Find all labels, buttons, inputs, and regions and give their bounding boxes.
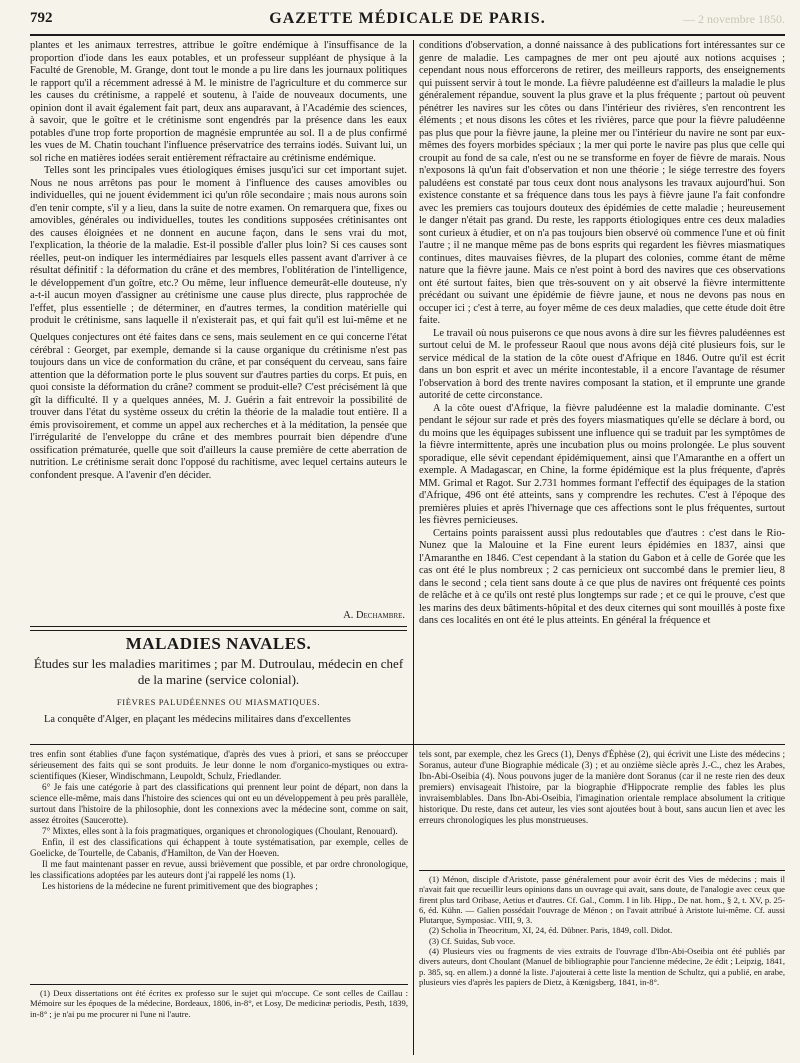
section-divider bbox=[30, 626, 407, 631]
footnote: (1) Ménon, disciple d'Aristote, passe généralement pour avoir écrit des Vies de médecins ; mais il n'avait fait que recueillir leurs opinions dans un ouvrage qui avait, sans doute, de l'analogie avec ceux que firent plus tard Oribase, Aetius et d'autres. Cf. Gal., Comm. I in lib. Hipp., De nat. hom., § 2, t. XV, p. 25-6, éd. Kühn. — Galien possédait l'ouvrage de Ménon ; on l'avait attribué à Aristote lui-même. Cf. aussi Plutarque, Symposiac. VIII, 9, 3. bbox=[419, 874, 785, 926]
feuilleton-divider bbox=[30, 744, 785, 745]
left-column-middle bbox=[30, 332, 407, 607]
footnotes-right bbox=[419, 874, 785, 1056]
page-header bbox=[30, 8, 785, 36]
paragraph: conditions d'observation, a donné naissance à des publications fort intéressantes sur ce genre de maladie. Les campagnes de mer ont peu ajouté aux notions acquises ; cependant nous nous efforcerons de retirer, des meilleurs rapports, des enseignements qui puissent servir à tout le monde. La fièvre paludéenne est d'ailleurs la maladie le plus généralement répandue, souvent la plus grave et la plus fréquente ; partout où peuvent pénétrer les navires sur les côtes ou dans l'intérieur des rivières, s'en rencontrent les éléments ; et nous disons les côtes et les rivières, parce que pour la fièvre paludéenne pas plus que pour la fièvre jaune, la pleine mer ou l'intérieur du navire ne sont par eux-mêmes des foyers morbides spéciaux ; la mer qui porte le navire pas plus que celle qui croupit au fond de sa cale, n'est ou ne se transforme en foyer de fièvre de marais. Nous n'exposons là qu'un fait d'observation et non une théorie ; le siége terrestre des foyers paludéens est constaté par tous ceux dont nous analysons les travaux aujourd'hui. Son existence constante et sa fréquence dans tous les pays à fièvre jaune l'a fait confondre avec les premiers cas toujours douteux des épidémies de cette maladie ; heureusement le danger n'était pas grand. Du reste, les rapports étiologiques entre ces deux maladies sont curieux à étudier, et on n'a pas toujours bien observé où commence l'une et où finit l'autre ; il ne manque même pas de bons esprits qui regardent les fièvres miasmatiques continues, dites mauvaises fièvres, de la plupart des colonies, comme étant de même nature que la fièvre jaune. Mais ce n'est point à bord des navires que ces observations ont été surtout faites, bien que très-souvent on y ait observé la fièvre intermittente précédant ou suivant une épidémie de fièvre jaune, et nous ne devons pas nous en occuper ici ; c'est à terre, au foyer même de ces deux maladies, que cette étude doit être faite. bbox=[419, 40, 785, 326]
page-number: 792 bbox=[30, 10, 53, 26]
journal-title: GAZETTE MÉDICALE DE PARIS. bbox=[269, 10, 546, 27]
paragraph: Il me faut maintenant passer en revue, aussi brièvement que possible, et par ordre chronologique, les classifications adoptées par les auteurs dont j'ai rappelé les noms (1). bbox=[30, 859, 408, 880]
paragraph: tres enfin sont établies d'une façon systématique, d'après des vues à priori, et sans se préoccuper sérieusement des faits qui se sont produits. Je leur donne le nom d'organico-mystiques ou extra-scientifiques (Kieser, Windischmann, Leupoldt, Schulz, Friedlander. bbox=[30, 749, 408, 781]
left-column-top bbox=[30, 40, 407, 328]
paragraph: 6° Je fais une catégorie à part des classifications qui prennent leur point de départ, non dans la science elle-même, mais dans l'histoire des sciences qui ont eu un développement à peu près parallèle, surtout dans l'histoire de la philosophie, dont les connexions avec la médecine sont, comme on sait, assez étroites (Saucerotte). bbox=[30, 782, 408, 825]
footnote-rule bbox=[419, 870, 785, 871]
footnote-rule bbox=[30, 984, 408, 985]
faint-date: — 2 novembre 1850. bbox=[683, 12, 785, 26]
feuilleton-right bbox=[419, 749, 785, 861]
footnote: (4) Plusieurs vies ou fragments de vies extraits de l'ouvrage d'Ibn-Abi-Oseibia ont été publiés par divers auteurs, dont Choulant (Manuel de bibliographie pour l'ancienne médecine, 2e édit ; Leipzig, 1841, p. 385, sq. en allem.) a donné la liste. J'ajouterai à cette liste la mention de Schultz, qui a publié, en arabe, plusieurs vies d'après les papiers de Dietz, à Kœnigsberg, 1841, in-8°. bbox=[419, 946, 785, 987]
paragraph: 7° Mixtes, elles sont à la fois pragmatiques, organiques et chronologiques (Choulant, Renouard). bbox=[42, 826, 398, 836]
section-subheading: FIÈVRES PALUDÉENNES OU MIASMATIQUES. bbox=[116, 697, 321, 707]
paragraph: plantes et les animaux terrestres, attribue le goître endémique à l'insuffisance de la proportion d'iode dans les eaux potables, et un professeur suppléant de physique à la Faculté de Grenoble, M. Grange, dont tout le monde a pu lire dans les journaux politiques le rapport qu'il a récemment adressé à M. le ministre de l'agriculture et du commerce sur les causes du crétinisme, a rappelé et soutenu, à l'aide de nouveaux documents, une opinion dont il avait également fait part, deux ans auparavant, à l'Académie des sciences, à savoir, que le goître et le crétinisme sont engendrés par la présence dans les eaux potables d'une trop forte proportion de magnésie empruntée au sol. Il a de plus confirmé les vues de M. Chatin touchant l'influence préservatrice des terrains iodés. Suivant lui, un sol riche en matières iodées serait entièrement réfractaire au crétinisme endémique. bbox=[30, 40, 407, 164]
paragraph: Telles sont les principales vues étiologiques émises jusqu'ici sur cet important sujet. Nous ne nous arrêtons pas pour le moment à l'influence des causes amovibles ou individuelles, qui ne jouent évidemment ici qu'un rôle secondaire ; mais nous aurons soin d'en tenir compte, s'il y a lieu, dans la suite de notre examen. On remarquera que, fixes ou amovibles, générales ou individuelles, toutes les conditions supposées crétinisantes ont des causes éloignées et ne donnent en aucune façon, dans le sens vrai du mot, l'explication, la théorie de la maladie. Est-il possible d'aller plus loin? Si ces causes sont réelles, peut-on indiquer les intermédiaires par lesquels elles passent avant d'arriver à ce résultat définitif : la déformation du crâne et des membres, l'oblitération de l'intelligence, le développement d'un goître, etc.? Ou même, leur influence demeurât-elle douteuse, n'y a-t-il aucun moyen d'assigner au crétinisme une cause plus directe, plus rapprochée de l'effet, plus essentielle ; de déterminer, en d'autres termes, la condition matérielle qui produit le crétinisme, sans laquelle il n'existerait pas, et qui fait qu'il est lui-même et ne bbox=[30, 165, 407, 326]
paragraph: Enfin, il est des classifications qui échappent à toute systématisation, par exemple, celles de Goelicke, de Tourtelle, de Cabanis, d'Hamilton, de Van der Hoeven. bbox=[30, 837, 408, 858]
paragraph: A la côte ouest d'Afrique, la fièvre paludéenne est la maladie dominante. C'est pendant le séjour sur rade et près des foyers miasmatiques qu'elle se déclare à bord, ou du moins que les équipages subissent une influence qui se traduit par les symptômes de la fièvre intermittente, après une incubation plus ou moins prolongée. Le plus souvent sporadique, elle sévit cependant épidémiquement, ainsi que l'Amaranthe en a offert un exemple. A Madagascar, en Chine, la forme épidémique est la plus fréquente, d'après MM. Grimal et Ragot. Sur 2.731 hommes formant l'effectif des équipages de la station d'Afrique, 496 ont été atteints, sans y comprendre les rechutes. C'est à l'époque des premières pluies et après l'hivernage que ces affections sont le plus fréquentes, surtout les fièvres pernicieuses. bbox=[419, 402, 785, 526]
column-rule-bottom bbox=[413, 749, 414, 1055]
footnote: (3) Cf. Suidas, Sub voce. bbox=[429, 935, 516, 946]
paragraph: Quelques conjectures ont été faites dans ce sens, mais seulement en ce qui concerne l'état cérébral : Georget, par exemple, demande si la cause organique du crétinisme n'est pas toujours dans un vice de conformation du crâne, et par conséquent du cerveau, sans faire attention que la déformation porte le plus souvent sur d'autres parties du corps. Et puis, en quoi consiste la déformation du crâne? comment se produit-elle? C'est précisément là que gît la difficulté. Il y a quelques années, M. J. Guérin a fait entrevoir la possibilité de trouver dans l'état du système osseux du crétin la théorie de la maladie tout entière. Il a émis provisoirement, et comme un appel aux recherches et à la méditation, la pensée que l'irrégularité de l'enveloppe du crâne et des membres pourrait bien dépendre d'une ossification prématurée, quelle que soit d'ailleurs la cause première de cette aberration de nutrition. Le crétinisme serait donc l'opposé du rachitisme, avec lequel certains auteurs le confondent presque. A l'avenir d'en décider. bbox=[30, 332, 407, 481]
footnotes-left bbox=[30, 988, 408, 1056]
author-signature: A. Dechambre. bbox=[343, 610, 405, 621]
section-intro: La conquête d'Alger, en plaçant les médecins militaires dans d'excellentes bbox=[44, 714, 351, 725]
paragraph: Les historiens de la médecine ne furent primitivement que des biographes ; bbox=[42, 881, 318, 891]
feuilleton-left bbox=[30, 749, 408, 979]
column-rule bbox=[413, 40, 414, 752]
footnote: (2) Scholia in Theocritum, XI, 24, éd. Dübner. Paris, 1849, coll. Didot. bbox=[429, 925, 673, 936]
section-subtitle: Études sur les maladies maritimes ; par M. Dutroulau, médecin en chef de la marine (service colonial). bbox=[33, 656, 404, 687]
section-title: MALADIES NAVALES. bbox=[125, 634, 312, 653]
footnote: (1) Deux dissertations ont été écrites ex professo sur le sujet qui m'occupe. Ce sont celles de Caillau : Mémoire sur les époques de la médecine, Bordeaux, 1806, in-8°, et Losy, De medicinæ periodis, Pesth, 1839, in-8° ; je n'ai pu me procurer ni l'une ni l'autre. bbox=[30, 988, 408, 1019]
paragraph: Le travail où nous puiserons ce que nous avons à dire sur les fièvres paludéennes est surtout celui de M. le professeur Raoul que nous avons déjà cité plusieurs fois, sur le service médical de la station de la côte ouest d'Afrique en 1846. Outre qu'il est écrit dans un bon esprit et avec un mérite incontestable, il a encore l'avantage de résumer l'observation à bord des trente navires composant la station, et il emprunte une grande autorité de cette circonstance. bbox=[419, 327, 785, 401]
right-column bbox=[419, 40, 785, 752]
paragraph: tels sont, par exemple, chez les Grecs (1), Denys d'Éphèse (2), qui écrivit une Liste des médecins ; Soranus, auteur d'une Biographie médicale (3) ; et au onzième siècle après J.-C., chez les Arabes, Ibn-Abi-Oseibia (4). Nous pouvons juger de la manière dont Soranus (car il ne reste rien des deux premiers) envisageait l'histoire, par la biographie d'Hippocrate remplie des fables les plus invraisemblables. Dans Ibn-Abi-Oseibia, l'imagination orientale remplace absolument la critique historique. Du reste, dans cet auteur, les vies sont ajoutées bout à bout, sans aucun lien et avec les erreurs chronologiques les plus monstrueuses. bbox=[419, 749, 785, 825]
paragraph: Certains points paraissent aussi plus redoutables que d'autres : c'est dans le Rio-Nunez que la Malouine et la Fine eurent leurs épidémies en 1837, ainsi que l'Amaranthe en 1846. C'est cependant à la station du Gabon et à celle de Gorée que les cas ont été le plus nombreux ; 2 cas pernicieux ont succombé dans le premier lieu, 8 dans le second ; cela tient sans doute à ce que plus de navires ont fréquenté ces points de relâche et à ce qu'ils ont resté plus longtemps sur rade ; et ce qui le prouve, c'est que les marins des deux bâtiments-hôpital et des deux citernes qui sont mouillés à poste fixe dans ces localités en ont été le plus atteints. En général la fréquence et bbox=[419, 527, 785, 626]
